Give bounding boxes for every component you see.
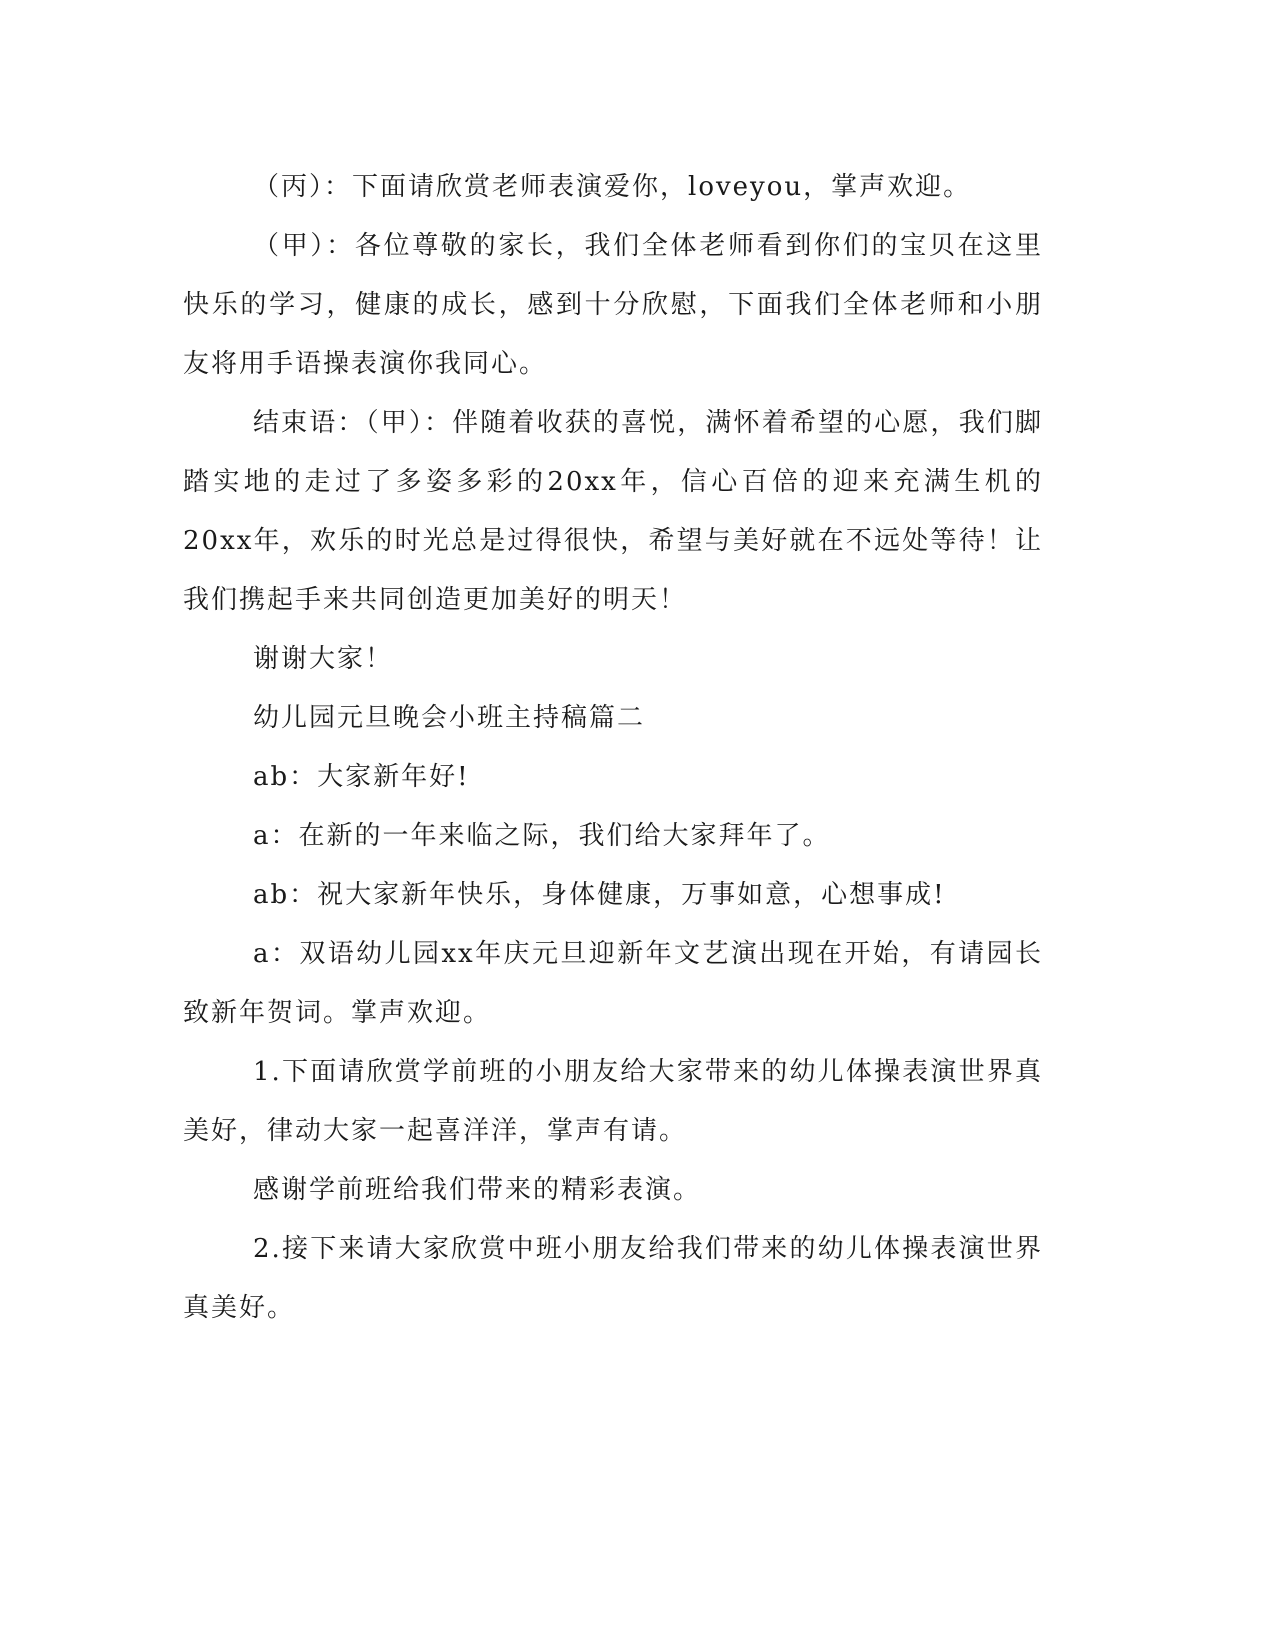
paragraph-4: 谢谢大家！ (253, 644, 394, 674)
document-body (183, 158, 1043, 1338)
paragraph-7: a：在新的一年来临之际，我们给大家拜年了。 (253, 821, 831, 851)
paragraph-12: 2.接下来请大家欣赏中班小朋友给我们带来的幼儿体操表演世界真美好。 (183, 1234, 1043, 1323)
paragraph-6: ab：大家新年好! (253, 762, 470, 792)
paragraph-11: 感谢学前班给我们带来的精彩表演。 (253, 1175, 702, 1205)
paragraph-10: 1.下面请欣赏学前班的小朋友给大家带来的幼儿体操表演世界真美好，律动大家一起喜洋洋，掌声有请。 (183, 1057, 1043, 1146)
paragraph-9: a：双语幼儿园xx年庆元旦迎新年文艺演出现在开始，有请园长致新年贺词。掌声欢迎。 (183, 939, 1043, 1028)
paragraph-8: ab：祝大家新年快乐，身体健康，万事如意，心想事成! (253, 880, 946, 910)
section-heading: 幼儿园元旦晚会小班主持稿篇二 (253, 703, 646, 733)
paragraph-2: （甲）：各位尊敬的家长，我们全体老师看到你们的宝贝在这里快乐的学习，健康的成长，感到十分欣慰，下面我们全体老师和小朋友将用手语操表演你我同心。 (183, 231, 1043, 379)
paragraph-1: （丙）：下面请欣赏老师表演爱你，loveyou，掌声欢迎。 (253, 172, 972, 202)
paragraph-3: 结束语：（甲）：伴随着收获的喜悦，满怀着希望的心愿，我们脚踏实地的走过了多姿多彩的20xx年，信心百倍的迎来充满生机的20xx年，欢乐的时光总是过得很快，希望与美好就在不远处等待！让我们携起手来共同创造更加美好的明天！ (183, 408, 1043, 615)
